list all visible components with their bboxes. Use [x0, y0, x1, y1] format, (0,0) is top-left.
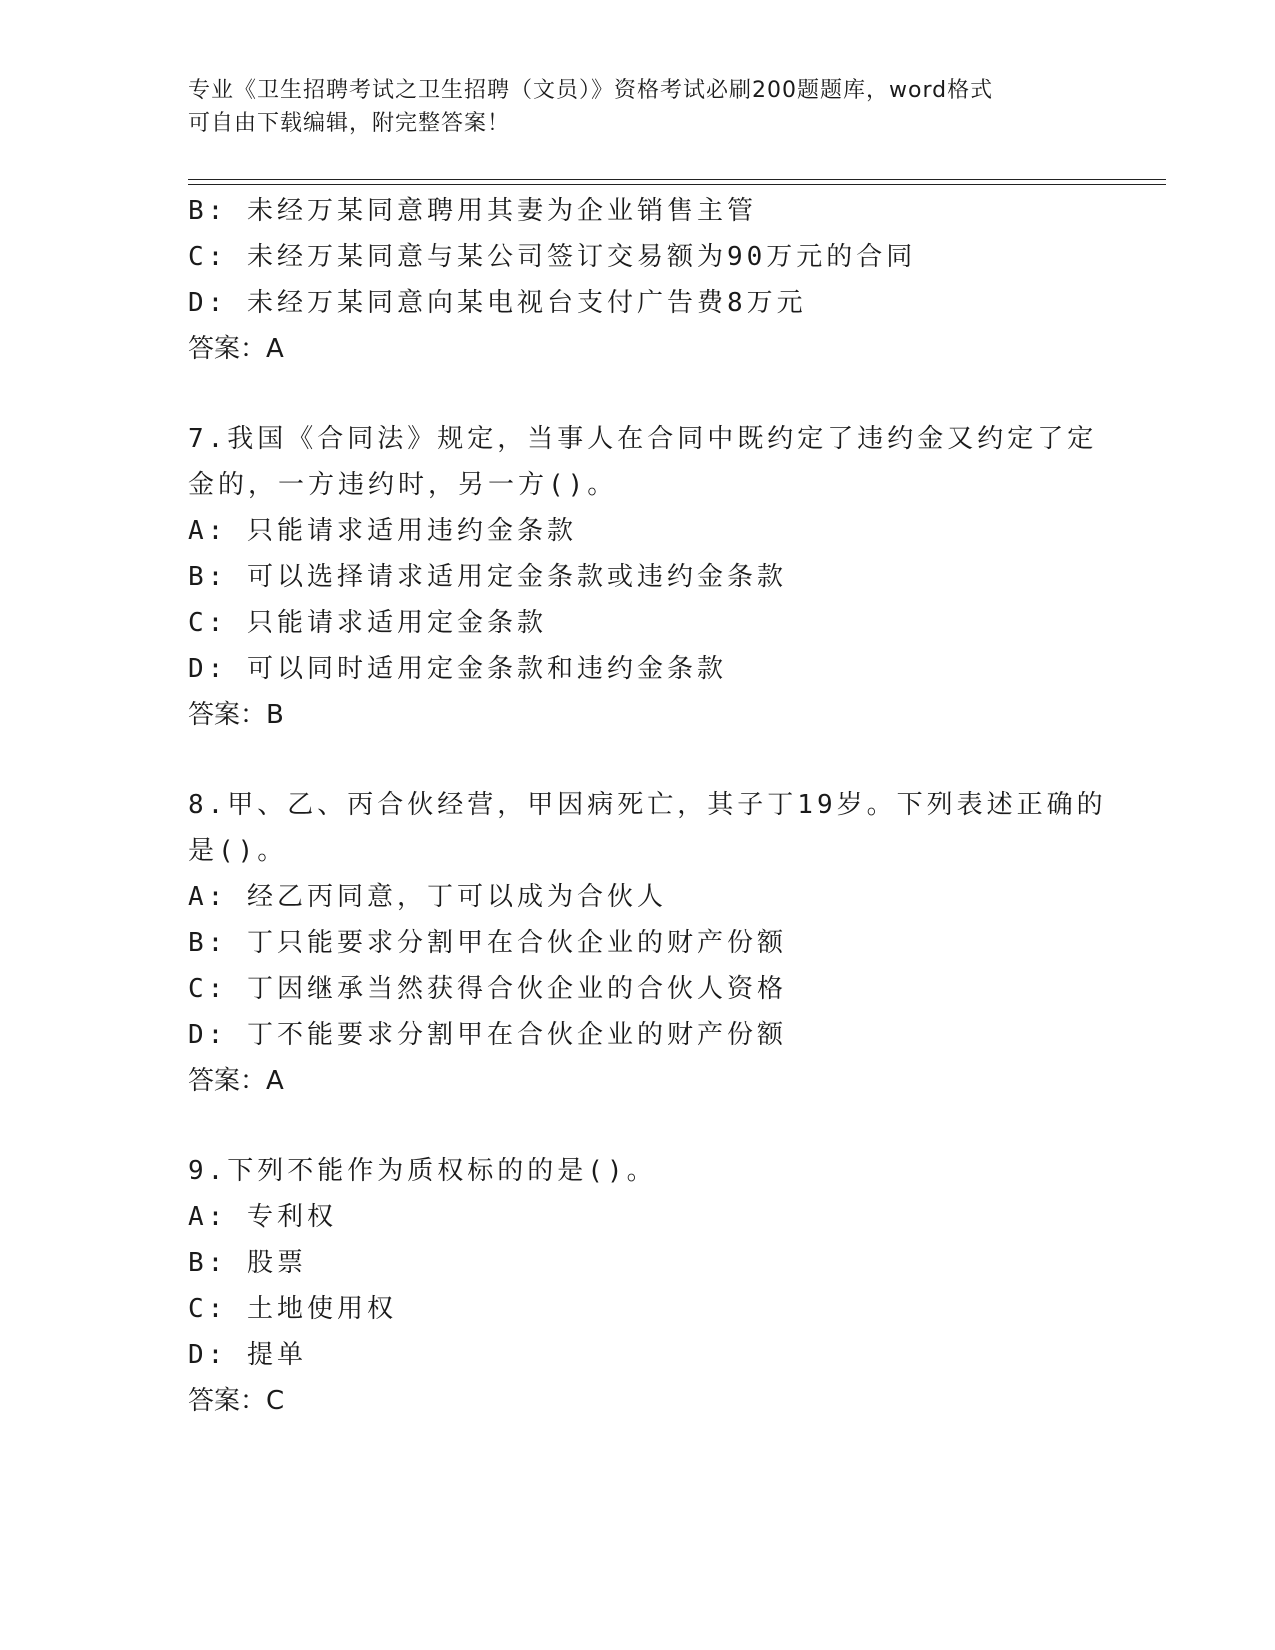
document-header: [188, 74, 1078, 140]
header-divider-bottom: [188, 184, 1166, 185]
answer-line: 答案：C: [188, 1386, 285, 1416]
question-stem-line: 9.下列不能作为质权标的的是()。: [188, 1156, 657, 1186]
question-block: [188, 416, 1098, 738]
option-d: D: 可以同时适用定金条款和违约金条款: [188, 654, 727, 684]
option-a: A: 专利权: [188, 1202, 337, 1232]
answer-line: 答案：A: [188, 1066, 284, 1096]
option-b: B: 丁只能要求分割甲在合伙企业的财产份额: [188, 928, 787, 958]
option-a: A: 经乙丙同意，丁可以成为合伙人: [188, 882, 667, 912]
option-c: C: 丁因继承当然获得合伙企业的合伙人资格: [188, 974, 787, 1004]
question-stem-line: 是()。: [188, 836, 288, 866]
option-d: D: 提单: [188, 1340, 307, 1370]
header-divider-top: [188, 179, 1166, 180]
question-stem-line: 7.我国《合同法》规定，当事人在合同中既约定了违约金又约定了定: [188, 424, 1098, 454]
question-stem-line: 8.甲、乙、丙合伙经营，甲因病死亡，其子丁19岁。下列表述正确的: [188, 790, 1107, 820]
option-a: A: 只能请求适用违约金条款: [188, 516, 577, 546]
question-list: [188, 188, 1107, 1424]
option-d: D: 未经万某同意向某电视台支付广告费8万元: [188, 288, 807, 318]
answer-line: 答案：A: [188, 334, 284, 364]
answer-line: 答案：B: [188, 700, 284, 730]
option-c: C: 只能请求适用定金条款: [188, 608, 547, 638]
question-block: [188, 1148, 1088, 1424]
header-line-2: 可自由下载编辑，附完整答案！: [188, 111, 511, 136]
option-b: B: 未经万某同意聘用其妻为企业销售主管: [188, 196, 757, 226]
header-line-1: 专业《卫生招聘考试之卫生招聘（文员）》资格考试必刷200题题库，word格式: [188, 78, 994, 103]
option-c: C: 未经万某同意与某公司签订交易额为90万元的合同: [188, 242, 917, 272]
option-c: C: 土地使用权: [188, 1294, 397, 1324]
question-block: [188, 188, 1088, 372]
question-block: [188, 782, 1107, 1104]
option-b: B: 可以选择请求适用定金条款或违约金条款: [188, 562, 787, 592]
question-stem-line: 金的，一方违约时，另一方()。: [188, 470, 618, 500]
option-d: D: 丁不能要求分割甲在合伙企业的财产份额: [188, 1020, 787, 1050]
option-b: B: 股票: [188, 1248, 307, 1278]
